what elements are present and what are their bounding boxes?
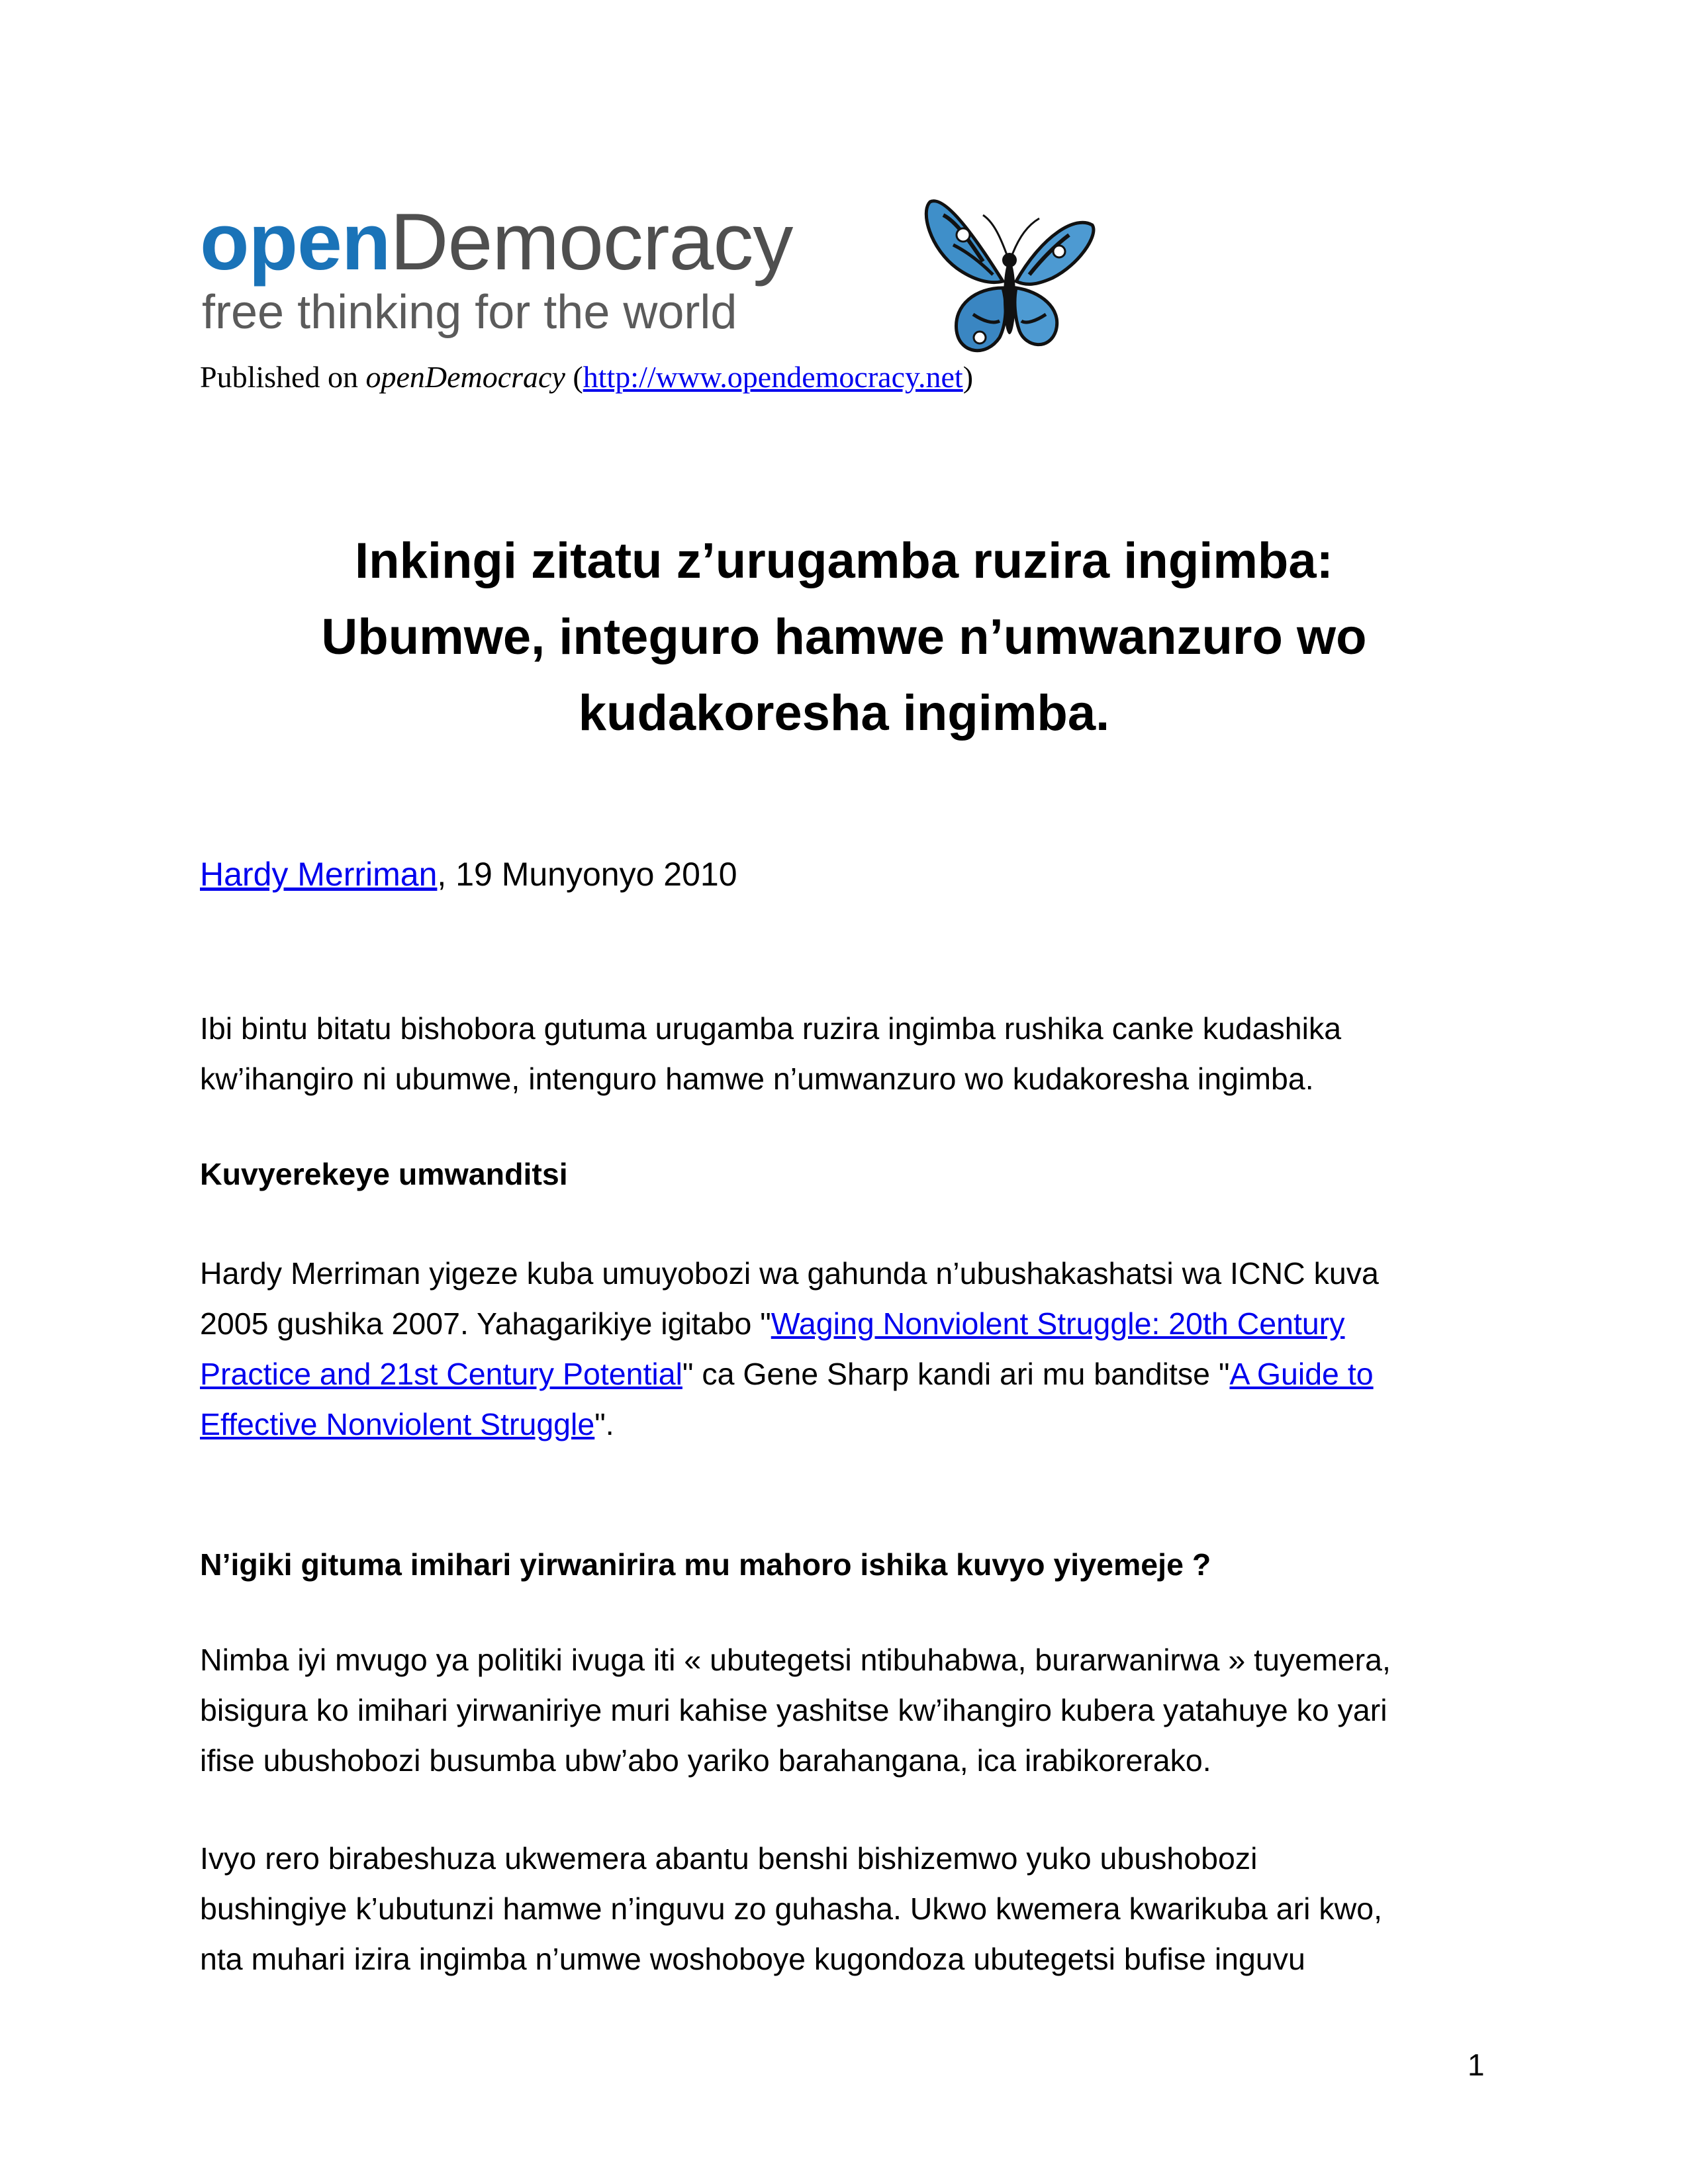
byline-date: , 19 Munyonyo 2010: [437, 856, 737, 893]
intro-line-2: kw’ihangiro ni ubumwe, intenguro hamwe n’umwanzuro wo kudakoresha ingimba.: [200, 1062, 1314, 1096]
section-p1-line-2: bisigura ko imihari yirwaniriye muri kahise yashitse kw’ihangiro kubera yatahuye ko yari: [200, 1693, 1387, 1727]
intro-paragraph: [200, 1003, 1511, 1104]
logo-open-text: open: [200, 197, 391, 287]
section-p1-line-1: Nimba iyi mvugo ya politiki ivuga iti « ubutegetsi ntibuhabwa, burarwanirwa » tuyemera,: [200, 1643, 1391, 1677]
published-line: [200, 357, 973, 397]
page-number: 1: [1468, 2048, 1485, 2082]
book-link-guide-part1[interactable]: A Guide to: [1229, 1357, 1374, 1391]
section-heading: N’igiki gituma imihari yirwanirira mu mahoro ishika kuvyo yiyemeje ?: [200, 1547, 1211, 1582]
article-title: [199, 523, 1489, 751]
intro-line-1: Ibi bintu bitatu bishobora gutuma urugamba ruzira ingimba rushika canke kudashika: [200, 1011, 1342, 1046]
byline: [200, 851, 737, 897]
butterfly-icon: [917, 189, 1102, 367]
about-line-2: [200, 1298, 1511, 1349]
logo-wordmark: [200, 199, 792, 285]
published-prefix: Published on: [200, 360, 366, 394]
section-paragraph-1: [200, 1635, 1511, 1786]
about-author-paragraph: [200, 1248, 1511, 1449]
about-line-3: [200, 1349, 1511, 1399]
about-line-2-text: 2005 gushika 2007. Yahagarikiye igitabo ": [200, 1306, 771, 1341]
published-site-name: openDemocracy: [365, 360, 565, 394]
author-link[interactable]: Hardy Merriman: [200, 856, 438, 893]
published-close-paren: ): [962, 360, 974, 394]
book-link-waging-part1[interactable]: Waging Nonviolent Struggle: 20th Century: [771, 1306, 1345, 1341]
title-line-2: Ubumwe, integuro hamwe n’umwanzuro wo: [321, 609, 1367, 665]
title-line-1: Inkingi zitatu z’urugamba ruzira ingimba:: [355, 533, 1333, 589]
about-line-4-end: ".: [594, 1407, 614, 1441]
about-line-1: Hardy Merriman yigeze kuba umuyobozi wa gahunda n’ubushakashatsi wa ICNC kuva: [200, 1256, 1379, 1291]
section-p2-line-2: bushingiye k’ubutunzi hamwe n’inguvu zo guhasha. Ukwo kwemera kwarikuba ari kwo,: [200, 1891, 1383, 1926]
about-line-3-text: " ca Gene Sharp kandi ari mu banditse ": [682, 1357, 1230, 1391]
section-p2-line-3: nta muhari izira ingimba n’umwe woshoboye kugondoza ubutegetsi bufise inguvu: [200, 1942, 1305, 1976]
logo-tagline: free thinking for the world: [202, 286, 737, 339]
section-paragraph-2: [200, 1833, 1511, 1984]
section-p2-line-1: Ivyo rero birabeshuza ukwemera abantu benshi bishizemwo yuko ubushobozi: [200, 1841, 1258, 1876]
book-link-guide-part2[interactable]: Effective Nonviolent Struggle: [200, 1407, 595, 1441]
logo-democracy-text: Democracy: [390, 197, 793, 287]
book-link-waging-part2[interactable]: Practice and 21st Century Potential: [200, 1357, 682, 1391]
title-line-3: kudakoresha ingimba.: [578, 685, 1110, 741]
section-p1-line-3: ifise ubushobozi busumba ubw’abo yariko barahangana, ica irabikorerako.: [200, 1743, 1211, 1778]
site-url-link[interactable]: http://www.opendemocracy.net: [583, 360, 963, 394]
about-author-heading: Kuvyerekeye umwanditsi: [200, 1157, 568, 1191]
published-open-paren: (: [565, 360, 583, 394]
about-line-4: [200, 1399, 1511, 1449]
